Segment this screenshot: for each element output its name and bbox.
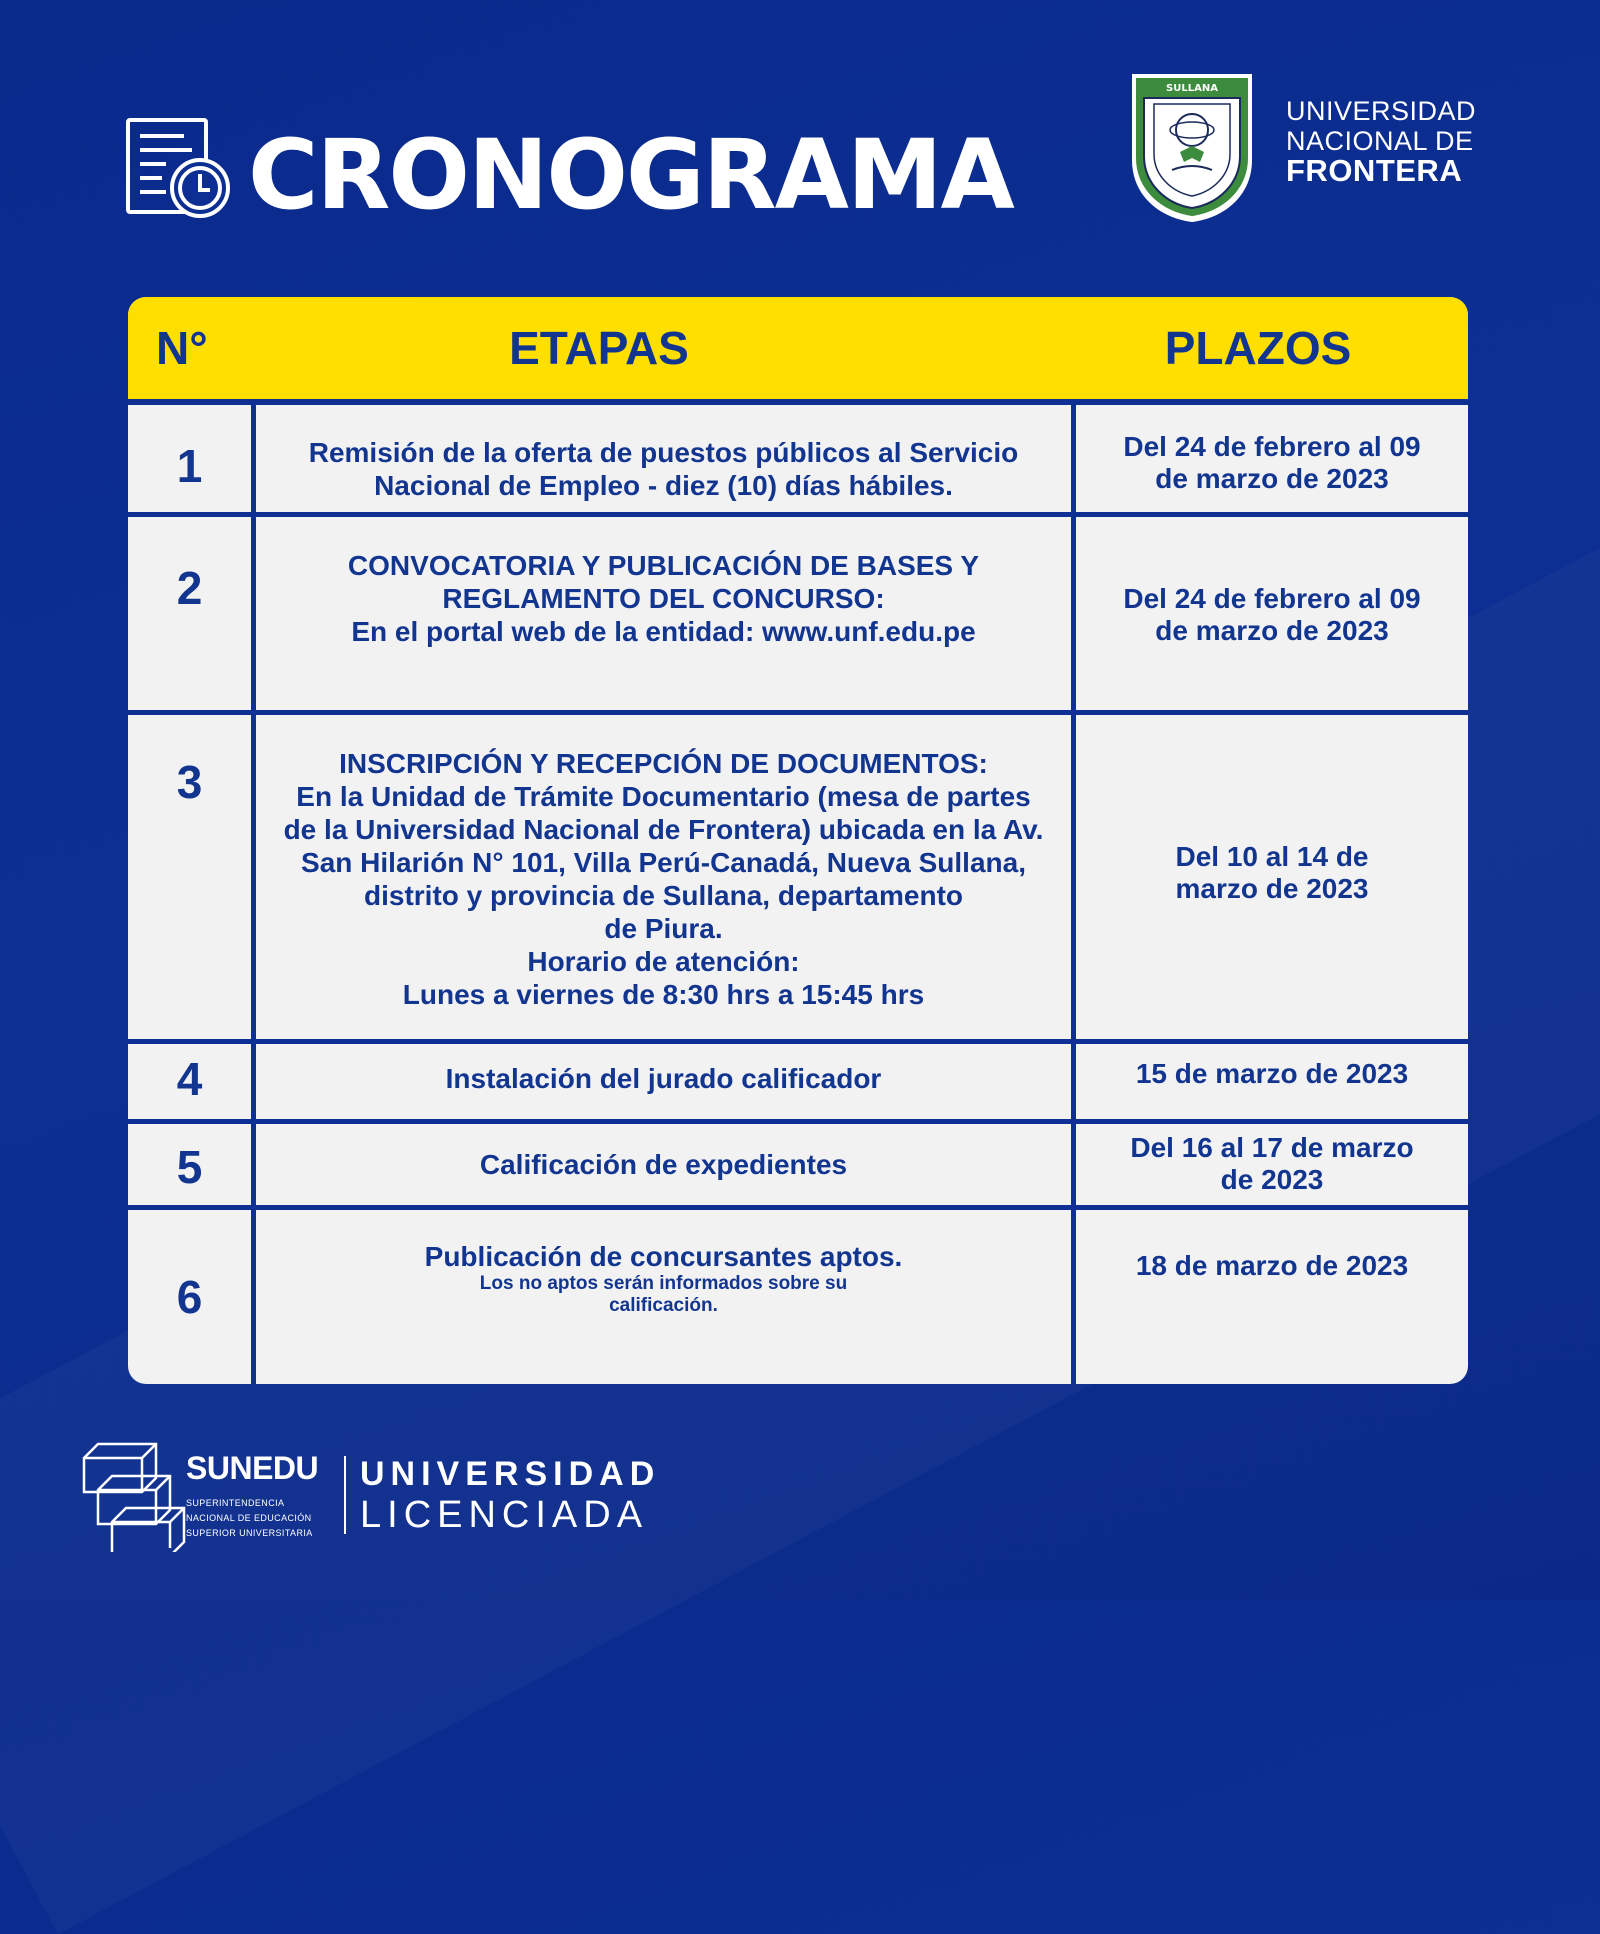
stage-line: En el portal web de la entidad: www.unf.edu.pe	[351, 616, 976, 647]
row-term	[1076, 431, 1468, 495]
row-term	[1076, 1058, 1468, 1090]
row-stage	[256, 1148, 1071, 1181]
row-number: 6	[176, 1271, 203, 1323]
row-stage	[256, 747, 1071, 1011]
sunedu-subtitle-line: SUPERIOR UNIVERSITARIA	[186, 1528, 313, 1538]
row-stage	[256, 1062, 1071, 1095]
stage-line: Instalación del jurado calificador	[445, 1063, 882, 1094]
stage-line: Publicación de concursantes aptos.	[424, 1241, 903, 1272]
table-row	[128, 1210, 1468, 1384]
term-line: de 2023	[1220, 1164, 1324, 1195]
stage-line: INSCRIPCIÓN Y RECEPCIÓN DE DOCUMENTOS:	[339, 748, 988, 779]
page-title: CRONOGRAMA	[248, 119, 1013, 231]
svg-text:SULLANA: SULLANA	[1166, 83, 1218, 94]
schedule-table	[128, 297, 1468, 1384]
row-term	[1076, 583, 1468, 647]
sunedu-logo	[186, 1450, 318, 1541]
term-line: Del 10 al 14 de	[1175, 841, 1369, 872]
sunedu-subtitle	[186, 1496, 318, 1541]
licensed-university-label	[360, 1454, 660, 1536]
university-name-line3: FRONTERA	[1286, 153, 1463, 188]
university-name	[1286, 96, 1476, 186]
table-row	[128, 715, 1468, 1039]
stage-line: En la Unidad de Trámite Documentario (mesa de partes	[296, 781, 1031, 812]
row-number: 4	[176, 1053, 203, 1105]
footer-divider	[344, 1456, 346, 1534]
stage-line: San Hilarión N° 101, Villa Perú-Canadá, Nueva Sullana,	[301, 847, 1026, 878]
stage-line: Lunes a viernes de 8:30 hrs a 15:45 hrs	[402, 979, 925, 1010]
row-number: 1	[176, 440, 203, 492]
row-stage	[256, 1240, 1071, 1317]
table-header	[128, 297, 1468, 399]
stage-line: Remisión de la oferta de puestos públicos al Servicio	[308, 437, 1019, 468]
sunedu-subtitle-line: NACIONAL DE EDUCACIÓN	[186, 1513, 312, 1523]
row-term	[1076, 1250, 1468, 1282]
term-line: de marzo de 2023	[1155, 463, 1389, 494]
stage-line: Nacional de Empleo - diez (10) días hábiles.	[374, 470, 953, 501]
stage-note-line: calificación.	[609, 1295, 718, 1316]
licensed-line2: LICENCIADA	[360, 1494, 649, 1536]
stage-line: distrito y provincia de Sullana, departamento	[363, 880, 964, 911]
table-row	[128, 1044, 1468, 1119]
row-number: 5	[176, 1141, 203, 1193]
row-stage	[256, 549, 1071, 648]
row-number: 3	[176, 756, 203, 808]
licensed-line1: UNIVERSIDAD	[360, 1455, 661, 1493]
schedule-document-clock-icon	[126, 118, 232, 222]
stage-note-line: Los no aptos serán informados sobre su	[479, 1273, 848, 1294]
term-line: Del 24 de febrero al 09	[1123, 583, 1421, 614]
stage-line: de la Universidad Nacional de Frontera) ubicada en la Av.	[283, 814, 1044, 845]
stage-line: Calificación de expedientes	[479, 1149, 848, 1180]
term-line: marzo de 2023	[1175, 873, 1369, 904]
sunedu-subtitle-line: SUPERINTENDENCIA	[186, 1498, 285, 1508]
stage-line: REGLAMENTO DEL CONCURSO:	[442, 583, 885, 614]
column-header-stages: ETAPAS	[509, 322, 689, 374]
column-header-terms: PLAZOS	[1164, 322, 1352, 374]
stage-line: CONVOCATORIA Y PUBLICACIÓN DE BASES Y	[347, 550, 980, 581]
table-row	[128, 1124, 1468, 1205]
table-row	[128, 517, 1468, 710]
term-line: 15 de marzo de 2023	[1135, 1058, 1409, 1089]
university-seal-icon	[1126, 66, 1258, 226]
term-line: Del 24 de febrero al 09	[1123, 431, 1421, 462]
stage-line: Horario de atención:	[527, 946, 800, 977]
row-number: 2	[176, 562, 203, 614]
university-name-line2: NACIONAL DE	[1286, 126, 1474, 156]
row-term	[1076, 841, 1468, 905]
row-stage	[256, 436, 1071, 502]
stage-line: de Piura.	[604, 913, 723, 944]
term-line: de marzo de 2023	[1155, 615, 1389, 646]
term-line: 18 de marzo de 2023	[1135, 1250, 1409, 1281]
row-term	[1076, 1132, 1468, 1196]
column-header-number: N°	[156, 322, 208, 374]
term-line: Del 16 al 17 de marzo	[1130, 1132, 1414, 1163]
university-name-line1: UNIVERSIDAD	[1286, 96, 1477, 126]
sunedu-blocks-icon	[80, 1440, 188, 1552]
table-row	[128, 405, 1468, 512]
sunedu-name: SUNEDU	[186, 1450, 319, 1486]
